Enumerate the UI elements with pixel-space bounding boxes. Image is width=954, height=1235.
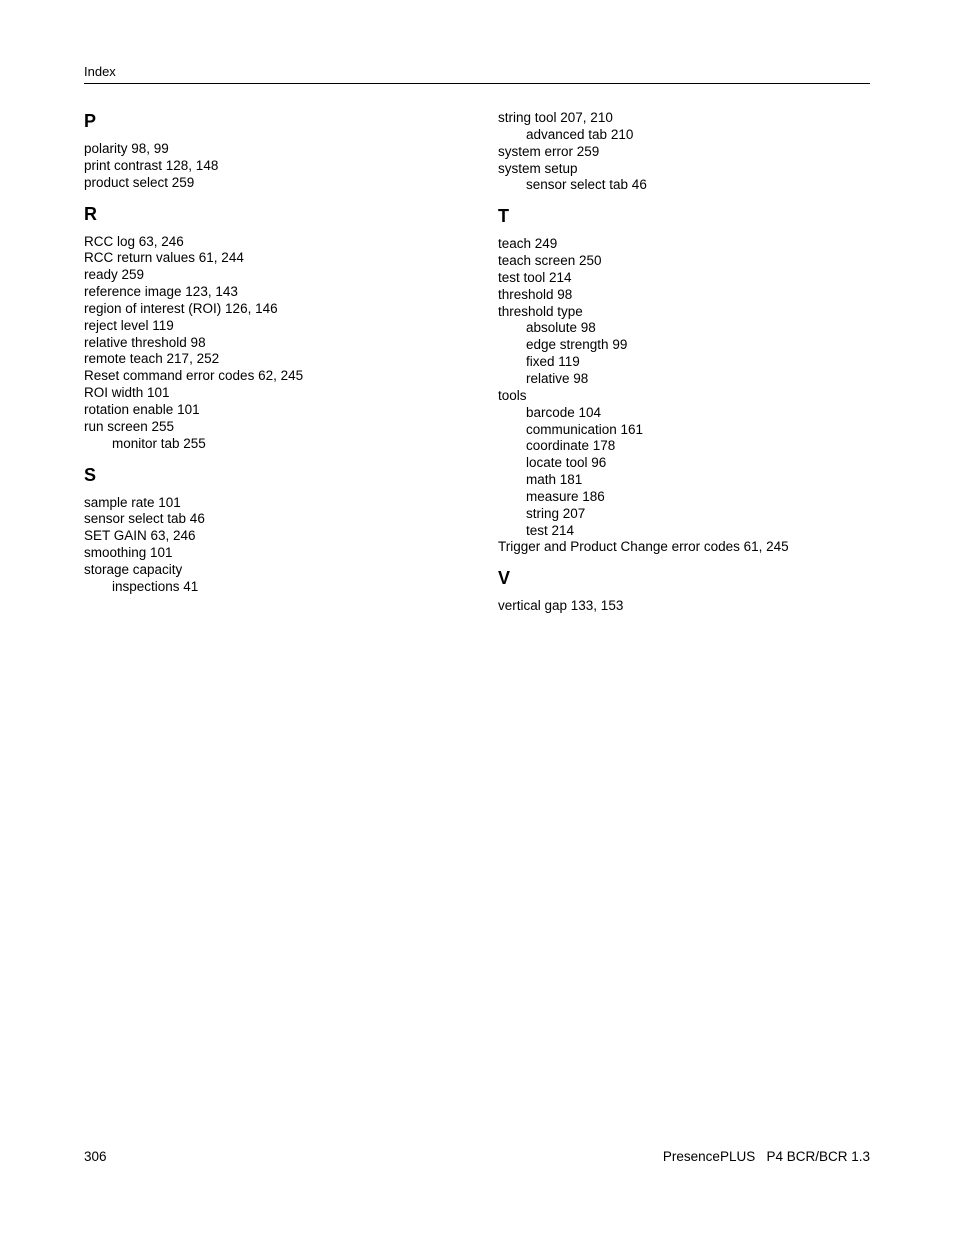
index-entry: remote teach 217, 252 bbox=[84, 351, 220, 367]
index-entry: region of interest (ROI) 126, 146 bbox=[84, 300, 278, 316]
index-entry: string tool 207, 210 bbox=[498, 110, 613, 125]
index-entry: threshold type bbox=[498, 303, 583, 319]
section-letter: R bbox=[84, 203, 97, 224]
index-subentry: communication 161 bbox=[526, 421, 644, 437]
index-entry: reject level 119 bbox=[84, 317, 174, 333]
index-entry: RCC log 63, 246 bbox=[84, 233, 184, 249]
index-entry: vertical gap 133, 153 bbox=[498, 598, 624, 614]
index-subentry: string 207 bbox=[526, 505, 586, 521]
index-entry: Reset command error codes 62, 245 bbox=[84, 368, 304, 384]
index-subentry: locate tool 96 bbox=[526, 455, 607, 471]
index-subentry: monitor tab 255 bbox=[112, 435, 206, 451]
index-section-t bbox=[498, 205, 878, 556]
index-subentry: absolute 98 bbox=[526, 320, 596, 336]
section-letter: V bbox=[498, 568, 511, 589]
index-entry: system error 259 bbox=[498, 143, 600, 159]
index-entry: reference image 123, 143 bbox=[84, 284, 238, 300]
index-subentry: test 214 bbox=[526, 522, 575, 538]
index-column-left bbox=[84, 110, 464, 596]
index-entries bbox=[498, 110, 878, 194]
index-subentry: edge strength 99 bbox=[526, 337, 628, 353]
index-entry: run screen 255 bbox=[84, 418, 175, 434]
index-subentry: relative 98 bbox=[526, 370, 589, 386]
index-section-v bbox=[498, 567, 878, 615]
page-number: 306 bbox=[84, 1149, 107, 1164]
index-entry: storage capacity bbox=[84, 561, 183, 577]
index-entry: teach screen 250 bbox=[498, 253, 602, 269]
document-title: PresencePLUS P4 BCR/BCR 1.3 bbox=[662, 1149, 870, 1164]
index-entry: print contrast 128, 148 bbox=[84, 157, 219, 173]
index-entry: Trigger and Product Change error codes 61, 245 bbox=[498, 539, 789, 555]
index-section-continued bbox=[498, 110, 878, 194]
index-section-p bbox=[84, 110, 464, 192]
index-subentry: inspections 41 bbox=[112, 578, 199, 594]
index-entry: SET GAIN 63, 246 bbox=[84, 528, 196, 544]
running-header: Index bbox=[84, 64, 116, 79]
index-subentry: fixed 119 bbox=[526, 354, 580, 370]
section-letter: T bbox=[498, 206, 509, 227]
index-subentry: sensor select tab 46 bbox=[526, 177, 647, 193]
section-letter: P bbox=[84, 111, 97, 131]
index-entry: relative threshold 98 bbox=[84, 334, 206, 350]
index-entry: tools bbox=[498, 387, 527, 403]
index-subentry: advanced tab 210 bbox=[526, 126, 634, 142]
index-subentry: math 181 bbox=[526, 472, 583, 488]
index-entries bbox=[84, 234, 464, 453]
index-section-s bbox=[84, 464, 464, 596]
index-subentry: barcode 104 bbox=[526, 404, 602, 420]
index-subentry: coordinate 178 bbox=[526, 438, 616, 454]
section-letter: S bbox=[84, 464, 97, 485]
index-entry: rotation enable 101 bbox=[84, 401, 200, 417]
index-entry: ready 259 bbox=[84, 267, 145, 283]
index-entry: system setup bbox=[498, 160, 578, 176]
header-rule bbox=[84, 83, 870, 84]
index-entries bbox=[84, 141, 464, 192]
index-entry: RCC return values 61, 244 bbox=[84, 250, 244, 266]
index-entry: polarity 98, 99 bbox=[84, 141, 169, 156]
index-entry: sensor select tab 46 bbox=[84, 511, 205, 527]
index-entry: sample rate 101 bbox=[84, 494, 181, 510]
index-entries bbox=[498, 598, 878, 615]
index-section-r bbox=[84, 203, 464, 453]
index-entry: threshold 98 bbox=[498, 286, 573, 302]
index-entries bbox=[498, 236, 878, 556]
index-column-right bbox=[498, 110, 878, 615]
index-entry: product select 259 bbox=[84, 174, 195, 190]
index-entry: smoothing 101 bbox=[84, 545, 173, 561]
index-entry: teach 249 bbox=[498, 236, 558, 252]
index-entries bbox=[84, 495, 464, 596]
index-entry: test tool 214 bbox=[498, 269, 572, 285]
index-subentry: measure 186 bbox=[526, 488, 605, 504]
index-entry: ROI width 101 bbox=[84, 385, 170, 401]
